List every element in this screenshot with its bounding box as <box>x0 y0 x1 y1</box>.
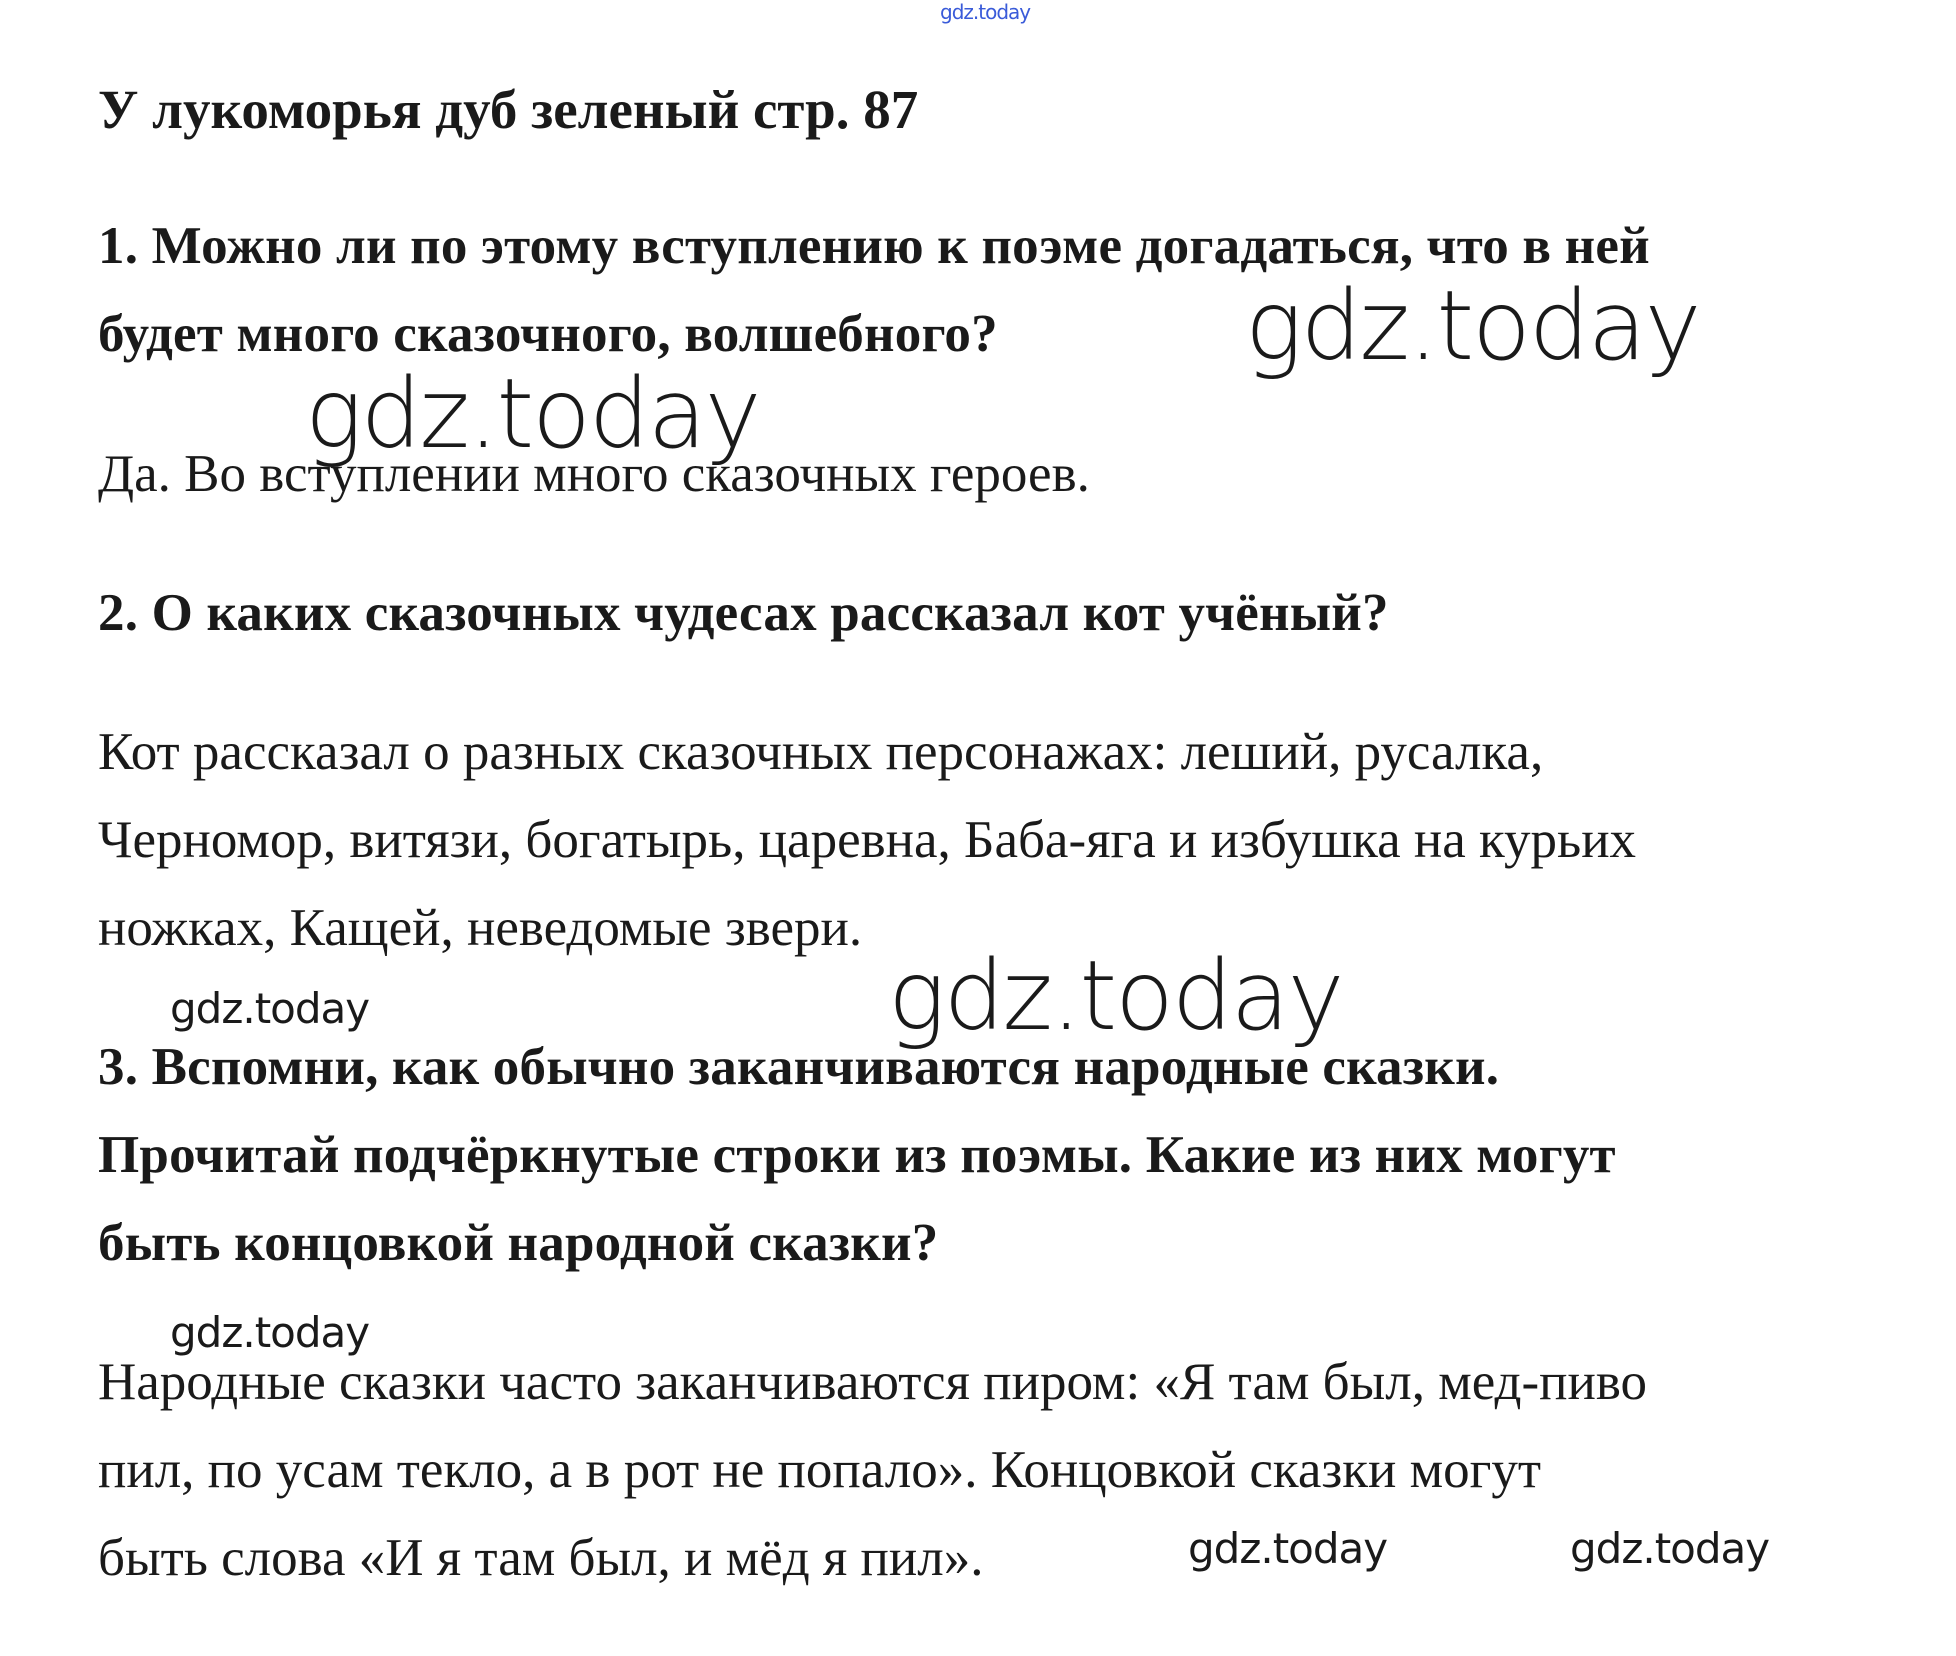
watermark-small-2: gdz.today <box>170 1308 370 1357</box>
question-3-line-1: 3. Вспомни, как обычно заканчиваются народные сказки. <box>98 1038 1500 1096</box>
answer-3-line-1: Народные сказки часто заканчиваются пиром: «Я там был, мед-пиво <box>98 1353 1648 1411</box>
question-1-line-2: будет много сказочного, волшебного? <box>98 305 998 363</box>
answer-2-line-1: Кот рассказал о разных сказочных персонажах: леший, русалка, <box>98 723 1544 781</box>
watermark-large-2: gdz.today <box>305 358 760 470</box>
answer-3-line-2: пил, по усам текло, а в рот не попало». Концовкой сказки могут <box>98 1441 1542 1499</box>
watermark-top: gdz.today <box>940 0 1031 24</box>
answer-1-line-1: Да. Во вступлении много сказочных героев. <box>98 445 1090 503</box>
watermark-small-3: gdz.today <box>1188 1524 1388 1573</box>
watermark-large-1: gdz.today <box>1245 270 1700 382</box>
answer-3-line-3: быть слова «И я там был, и мёд я пил». <box>98 1529 984 1587</box>
page-title: У лукоморья дуб зеленый стр. 87 <box>98 79 919 140</box>
watermark-large-3: gdz.today <box>888 940 1343 1052</box>
question-2-line-1: 2. О каких сказочных чудесах рассказал кот учёный? <box>98 584 1389 642</box>
watermark-small-1: gdz.today <box>170 984 370 1033</box>
question-3-line-3: быть концовкой народной сказки? <box>98 1214 939 1272</box>
question-3-line-2: Прочитай подчёркнутые строки из поэмы. Какие из них могут <box>98 1126 1616 1184</box>
watermark-small-4: gdz.today <box>1570 1524 1770 1573</box>
answer-2-line-3: ножках, Кащей, неведомые звери. <box>98 899 863 957</box>
question-1-line-1: 1. Можно ли по этому вступлению к поэме догадаться, что в ней <box>98 217 1650 275</box>
answer-2-line-2: Черномор, витязи, богатырь, царевна, Баба-яга и избушка на курьих <box>98 811 1637 869</box>
